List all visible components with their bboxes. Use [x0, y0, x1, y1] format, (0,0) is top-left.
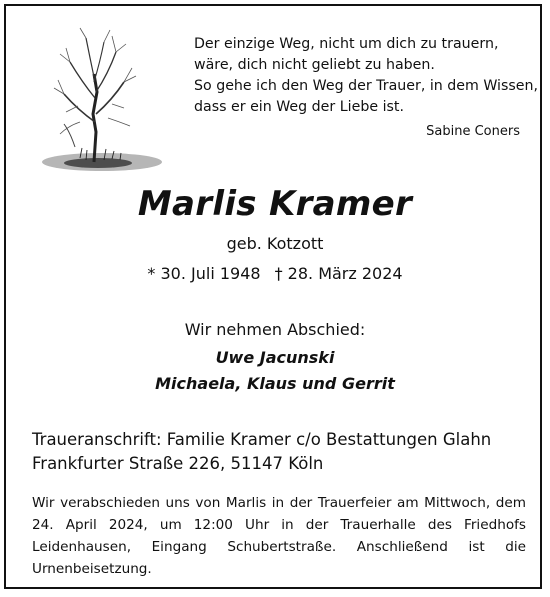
address-line: Traueranschrift: Familie Kramer c/o Bestattungen Glahn	[32, 430, 492, 449]
life-dates	[6, 264, 544, 283]
poem	[194, 34, 539, 118]
death-date: † 28. März 2024	[274, 264, 403, 283]
service-details: Wir verabschieden uns von Marlis in der Trauerfeier am Mittwoch, dem 24. April 2024, um 12:00 Uhr in der Trauerhalle des Friedhofs Leidenhausen, Eingang Schubertstraße. Anschließend ist die Urnenbeisetzung.	[32, 495, 526, 577]
mourner-name: Michaela, Klaus und Gerrit	[155, 374, 395, 393]
tree-illustration	[20, 22, 165, 182]
poem-line: Der einzige Weg, nicht um dich zu trauern,	[194, 36, 499, 52]
obituary-frame	[4, 4, 542, 589]
farewell-heading: Wir nehmen Abschied:	[184, 320, 366, 339]
poem-line: So gehe ich den Weg der Trauer, in dem Wissen,	[194, 78, 539, 94]
mourning-address	[32, 428, 491, 476]
deceased-name: Marlis Kramer	[137, 184, 413, 224]
birth-date: * 30. Juli 1948	[147, 264, 261, 283]
birth-name: geb. Kotzott	[226, 234, 324, 253]
address-line: Frankfurter Straße 226, 51147 Köln	[32, 454, 324, 473]
poem-line: wäre, dich nicht geliebt zu haben.	[194, 57, 435, 73]
poem-author: Sabine Coners	[426, 124, 520, 139]
mourner-name: Uwe Jacunski	[215, 348, 335, 367]
poem-line: dass er ein Weg der Liebe ist.	[194, 99, 404, 115]
